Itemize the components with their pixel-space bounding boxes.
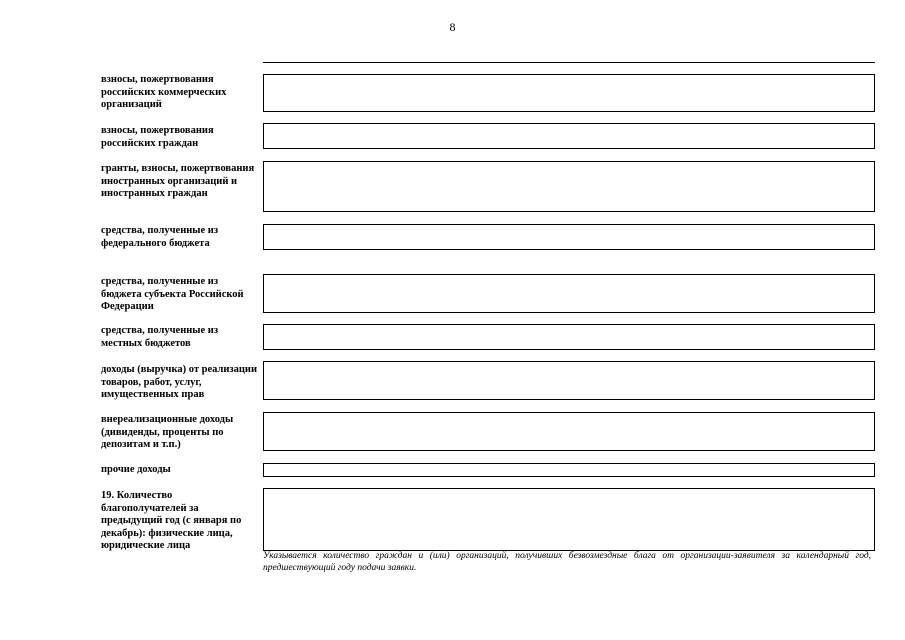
field-donations-commercial-orgs[interactable]	[263, 74, 875, 112]
top-rule	[263, 62, 875, 63]
label-donations-commercial-orgs: взносы, пожертвования российских коммерческих организаций	[101, 74, 227, 110]
label-donations-citizens: взносы, пожертвования российских граждан	[101, 125, 214, 149]
field-local-budgets[interactable]	[263, 324, 875, 350]
beneficiaries-note: Указывается количество граждан и (или) организаций, получивших безвозмездные блага от организации-заявителя за календарный год, предшествующий году подачи заявки.	[263, 551, 871, 573]
label-federal-budget: средства, полученные из федерального бюджета	[101, 225, 219, 249]
label-local-budgets: средства, полученные из местных бюджетов	[101, 325, 219, 349]
field-regional-budget[interactable]	[263, 274, 875, 313]
field-other-income[interactable]	[263, 463, 875, 477]
field-foreign-grants[interactable]	[263, 161, 875, 212]
label-other-income: прочие доходы	[101, 464, 171, 475]
field-sales-revenue[interactable]	[263, 361, 875, 400]
label-regional-budget: средства, полученные из бюджета субъекта Российской Федерации	[101, 276, 244, 312]
label-non-operating-income: внереализационные доходы (дивиденды, проценты по депозитам и т.п.)	[101, 414, 234, 450]
field-beneficiaries-count[interactable]	[263, 488, 875, 551]
field-donations-citizens[interactable]	[263, 123, 875, 149]
label-foreign-grants: гранты, взносы, пожертвования иностранных организаций и иностранных граждан	[101, 163, 255, 199]
label-sales-revenue: доходы (выручка) от реализации товаров, работ, услуг, имущественных прав	[101, 364, 258, 400]
page-number: 8	[449, 20, 456, 34]
field-federal-budget[interactable]	[263, 224, 875, 250]
field-non-operating-income[interactable]	[263, 412, 875, 451]
label-beneficiaries-count: 19. Количество благополучателей за предыдущий год (с января по декабрь): физические лица, юридические лица	[101, 490, 242, 551]
